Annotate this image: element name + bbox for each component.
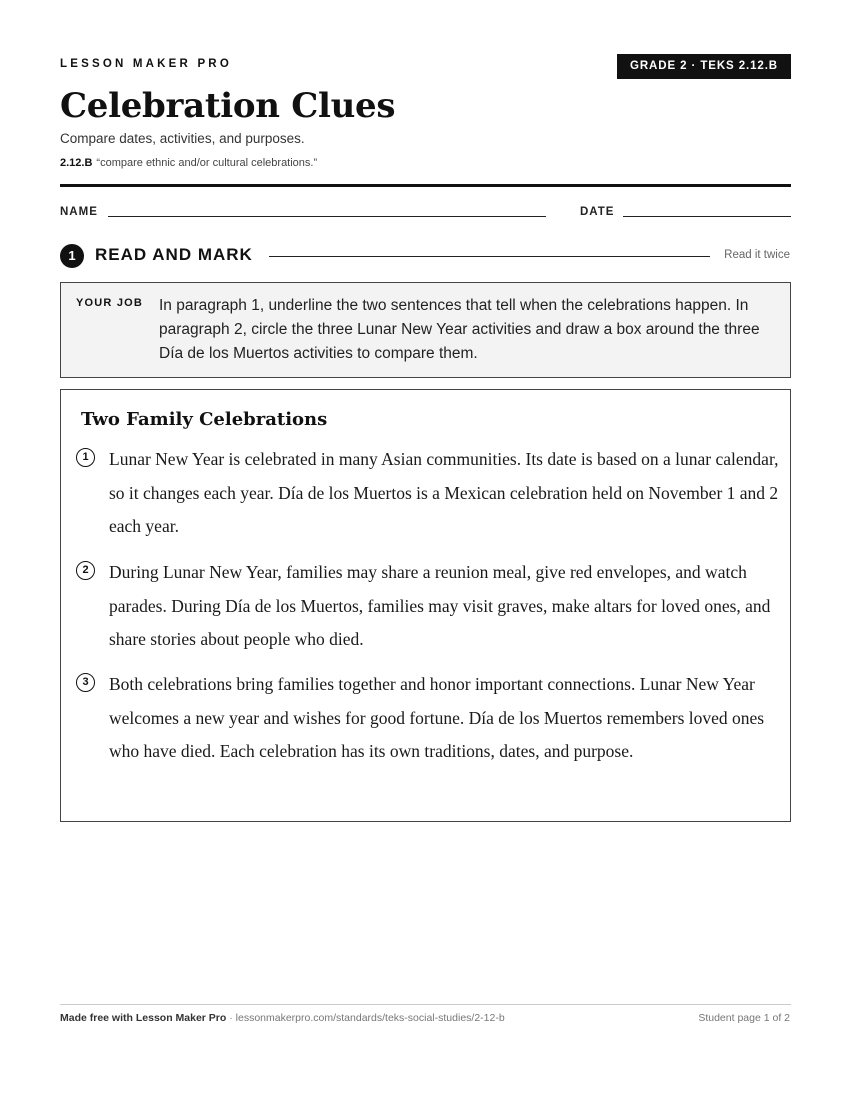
passage-title: Two Family Celebrations (81, 409, 328, 430)
page-title: Celebration Clues (60, 86, 396, 126)
standard-quote: “compare ethnic and/or cultural celebrations.” (96, 157, 318, 169)
paragraph-text[interactable]: During Lunar New Year, families may share a reunion meal, give red envelopes, and watch parades. During Día de los Muertos, families may visit graves, make altars for loved ones, and share stories about people who died. (109, 562, 771, 650)
instructions-label: YOUR JOB (76, 297, 144, 309)
section-number-badge: 1 (60, 244, 84, 268)
footer-url: · lessonmakerpro.com/standards/teks-social-studies/2-12-b (226, 1012, 505, 1024)
instructions-text: In paragraph 1, underline the two sentences that tell when the celebrations happen. In paragraph 2, circle the three Lunar New Year activities and draw a box around the three Día de los Muertos activities to compare them. (159, 297, 760, 362)
footer-credit (60, 1012, 505, 1024)
instructions-box (60, 282, 791, 378)
date-field[interactable] (623, 216, 791, 217)
date-label: DATE (580, 206, 615, 218)
name-field[interactable] (108, 216, 546, 217)
paragraph-number: 2 (76, 561, 95, 580)
header-divider (60, 184, 791, 187)
footer-made-with: Made free with Lesson Maker Pro (60, 1012, 227, 1024)
paragraph-number: 1 (76, 448, 95, 467)
section-title: READ AND MARK (95, 245, 253, 264)
footer-page-number: Student page 1 of 2 (698, 1012, 790, 1024)
standard-code: 2.12.B (60, 157, 93, 169)
paragraph-number: 3 (76, 673, 95, 692)
section-divider (269, 256, 710, 257)
section-hint: Read it twice (724, 249, 790, 261)
page-subtitle: Compare dates, activities, and purposes. (60, 131, 305, 146)
brand-name: LESSON MAKER PRO (60, 58, 232, 70)
name-label: NAME (60, 206, 98, 218)
paragraph-text[interactable]: Both celebrations bring families together and honor important connections. Lunar New Year welcomes a new year and wishes for good fortune. Día de los Muertos remembers loved ones who have died. Each celebration has its own traditions, dates, and purpose. (109, 674, 765, 762)
standard-line (60, 157, 317, 169)
grade-badge: GRADE 2 · TEKS 2.12.B (617, 54, 791, 79)
footer-divider (60, 1004, 791, 1005)
reading-passage (60, 389, 791, 822)
paragraph-text[interactable]: Lunar New Year is celebrated in many Asian communities. Its date is based on a lunar calendar, so it changes each year. Día de los Muertos is a Mexican celebration held on November 1 and 2 each year. (109, 449, 779, 537)
